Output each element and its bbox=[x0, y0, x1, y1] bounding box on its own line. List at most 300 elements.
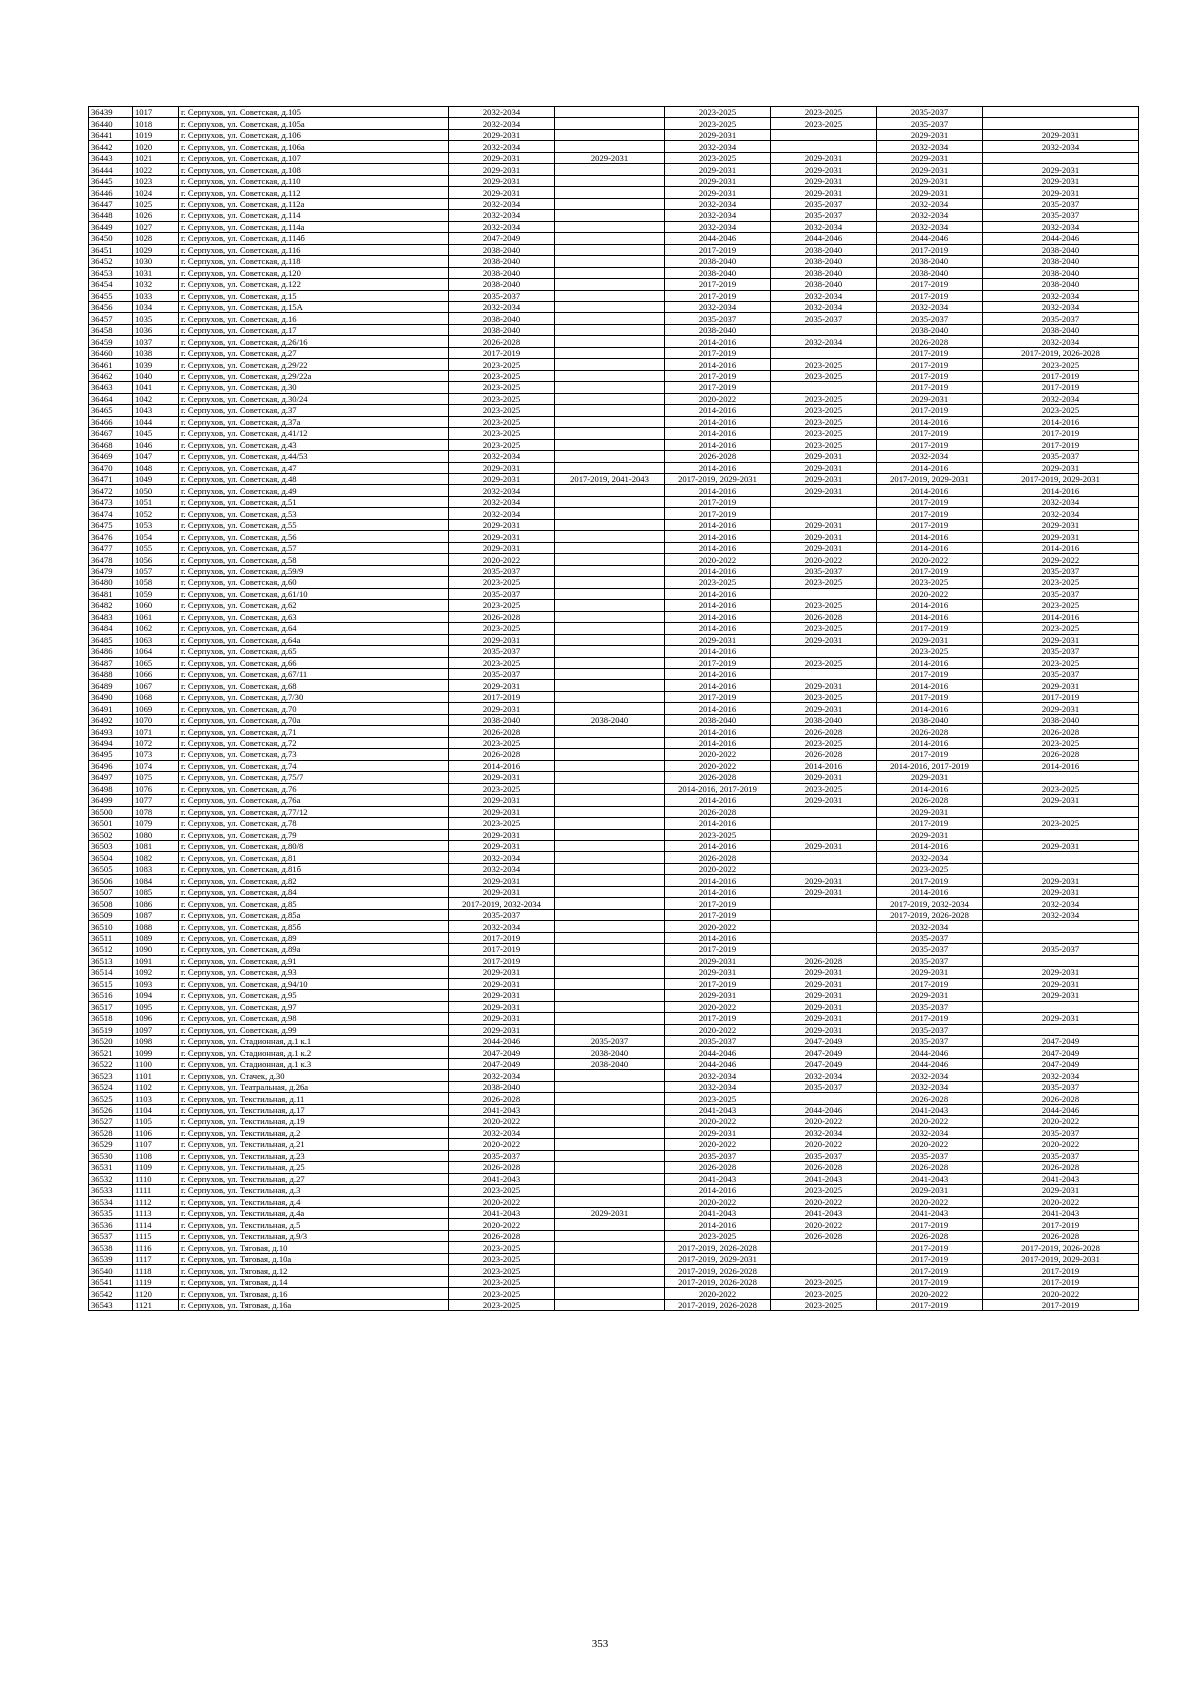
cell-record-id: 36454 bbox=[89, 279, 133, 290]
cell-address: г. Серпухов, ул. Советская, д.26/16 bbox=[179, 336, 449, 347]
cell-period-6: 2023-2025 bbox=[983, 577, 1139, 588]
table-row bbox=[89, 990, 1139, 1001]
cell-address: г. Серпухов, ул. Тяговая, д.10 bbox=[179, 1242, 449, 1253]
cell-period-3: 2038-2040 bbox=[665, 324, 771, 335]
cell-period-4: 2029-2031 bbox=[771, 875, 877, 886]
cell-period-5: 2035-2037 bbox=[877, 932, 983, 943]
cell-address: г. Серпухов, ул. Советская, д.30/24 bbox=[179, 393, 449, 404]
cell-period-6: 2029-2031 bbox=[983, 634, 1139, 645]
cell-period-2 bbox=[555, 462, 665, 473]
table-row bbox=[89, 198, 1139, 209]
cell-period-2 bbox=[555, 772, 665, 783]
cell-row-number: 1078 bbox=[133, 806, 179, 817]
cell-period-2 bbox=[555, 565, 665, 576]
table-row bbox=[89, 221, 1139, 232]
cell-period-5: 2014-2016 bbox=[877, 657, 983, 668]
cell-record-id: 36537 bbox=[89, 1230, 133, 1241]
cell-period-5: 2038-2040 bbox=[877, 714, 983, 725]
cell-period-5: 2023-2025 bbox=[877, 577, 983, 588]
cell-period-5: 2017-2019 bbox=[877, 1242, 983, 1253]
cell-row-number: 1115 bbox=[133, 1230, 179, 1241]
cell-address: г. Серпухов, ул. Советская, д.120 bbox=[179, 267, 449, 278]
cell-period-1: 2026-2028 bbox=[449, 1093, 555, 1104]
cell-row-number: 1042 bbox=[133, 393, 179, 404]
cell-period-5: 2035-2037 bbox=[877, 944, 983, 955]
cell-period-4: 2023-2025 bbox=[771, 1276, 877, 1287]
cell-record-id: 36495 bbox=[89, 749, 133, 760]
cell-record-id: 36462 bbox=[89, 370, 133, 381]
cell-period-3: 2014-2016 bbox=[665, 1219, 771, 1230]
cell-address: г. Серпухов, ул. Советская, д.85б bbox=[179, 921, 449, 932]
register-table-body bbox=[89, 107, 1139, 1311]
cell-period-2 bbox=[555, 829, 665, 840]
cell-row-number: 1033 bbox=[133, 290, 179, 301]
cell-period-4: 2014-2016 bbox=[771, 760, 877, 771]
cell-address: г. Серпухов, ул. Советская, д.112 bbox=[179, 187, 449, 198]
cell-address: г. Серпухов, ул. Советская, д.81б bbox=[179, 863, 449, 874]
cell-period-3: 2020-2022 bbox=[665, 1196, 771, 1207]
cell-record-id: 36452 bbox=[89, 256, 133, 267]
cell-period-5: 2017-2019 bbox=[877, 1013, 983, 1024]
cell-period-5: 2038-2040 bbox=[877, 256, 983, 267]
cell-period-2 bbox=[555, 416, 665, 427]
cell-address: г. Серпухов, ул. Советская, д.89а bbox=[179, 944, 449, 955]
cell-record-id: 36533 bbox=[89, 1185, 133, 1196]
cell-address: г. Серпухов, ул. Советская, д.118 bbox=[179, 256, 449, 267]
cell-address: г. Серпухов, ул. Стадионная, д.1 к.2 bbox=[179, 1047, 449, 1058]
cell-address: г. Серпухов, ул. Советская, д.73 bbox=[179, 749, 449, 760]
cell-period-5: 2017-2019 bbox=[877, 1253, 983, 1264]
cell-period-2 bbox=[555, 955, 665, 966]
cell-row-number: 1050 bbox=[133, 485, 179, 496]
cell-row-number: 1061 bbox=[133, 611, 179, 622]
cell-period-6: 2017-2019, 2029-2031 bbox=[983, 474, 1139, 485]
cell-period-1: 2023-2025 bbox=[449, 416, 555, 427]
cell-period-2 bbox=[555, 324, 665, 335]
cell-period-1: 2023-2025 bbox=[449, 1185, 555, 1196]
cell-period-1: 2038-2040 bbox=[449, 279, 555, 290]
cell-period-6: 2029-2031 bbox=[983, 841, 1139, 852]
cell-period-4: 2029-2031 bbox=[771, 795, 877, 806]
cell-address: г. Серпухов, ул. Стадионная, д.1 к.1 bbox=[179, 1035, 449, 1046]
cell-period-6: 2038-2040 bbox=[983, 267, 1139, 278]
cell-record-id: 36439 bbox=[89, 107, 133, 118]
cell-period-4: 2047-2049 bbox=[771, 1058, 877, 1069]
cell-record-id: 36490 bbox=[89, 691, 133, 702]
cell-period-6: 2035-2037 bbox=[983, 646, 1139, 657]
cell-period-2 bbox=[555, 760, 665, 771]
cell-address: г. Серпухов, ул. Советская, д.76а bbox=[179, 795, 449, 806]
cell-address: г. Серпухов, ул. Стадионная, д.1 к.3 bbox=[179, 1058, 449, 1069]
cell-record-id: 36520 bbox=[89, 1035, 133, 1046]
cell-period-4: 2023-2025 bbox=[771, 393, 877, 404]
cell-period-4: 2035-2037 bbox=[771, 1150, 877, 1161]
cell-period-6: 2023-2025 bbox=[983, 783, 1139, 794]
table-row bbox=[89, 932, 1139, 943]
cell-record-id: 36492 bbox=[89, 714, 133, 725]
cell-period-6: 2041-2043 bbox=[983, 1208, 1139, 1219]
cell-period-5: 2017-2019 bbox=[877, 565, 983, 576]
cell-address: г. Серпухов, ул. Советская, д.16 bbox=[179, 313, 449, 324]
cell-period-2 bbox=[555, 1070, 665, 1081]
table-row bbox=[89, 359, 1139, 370]
cell-period-4: 2029-2031 bbox=[771, 164, 877, 175]
cell-period-1: 2035-2037 bbox=[449, 909, 555, 920]
cell-period-3: 2020-2022 bbox=[665, 749, 771, 760]
cell-record-id: 36521 bbox=[89, 1047, 133, 1058]
cell-row-number: 1080 bbox=[133, 829, 179, 840]
cell-period-3: 2023-2025 bbox=[665, 829, 771, 840]
cell-period-3: 2014-2016 bbox=[665, 588, 771, 599]
cell-period-2 bbox=[555, 795, 665, 806]
cell-period-1: 2035-2037 bbox=[449, 565, 555, 576]
cell-row-number: 1062 bbox=[133, 623, 179, 634]
cell-record-id: 36524 bbox=[89, 1081, 133, 1092]
cell-record-id: 36515 bbox=[89, 978, 133, 989]
cell-row-number: 1037 bbox=[133, 336, 179, 347]
cell-period-2 bbox=[555, 863, 665, 874]
cell-period-1: 2023-2025 bbox=[449, 382, 555, 393]
cell-period-1: 2023-2025 bbox=[449, 370, 555, 381]
cell-period-3: 2020-2022 bbox=[665, 760, 771, 771]
cell-period-3: 2032-2034 bbox=[665, 1070, 771, 1081]
cell-period-1: 2032-2034 bbox=[449, 198, 555, 209]
cell-row-number: 1102 bbox=[133, 1081, 179, 1092]
cell-period-6: 2029-2031 bbox=[983, 1185, 1139, 1196]
cell-period-5: 2032-2034 bbox=[877, 1070, 983, 1081]
cell-period-2 bbox=[555, 141, 665, 152]
cell-period-2 bbox=[555, 932, 665, 943]
cell-period-1: 2032-2034 bbox=[449, 921, 555, 932]
cell-period-1: 2029-2031 bbox=[449, 875, 555, 886]
cell-period-6 bbox=[983, 152, 1139, 163]
cell-record-id: 36504 bbox=[89, 852, 133, 863]
cell-period-5: 2032-2034 bbox=[877, 210, 983, 221]
cell-period-2 bbox=[555, 611, 665, 622]
cell-address: г. Серпухов, ул. Советская, д.80/8 bbox=[179, 841, 449, 852]
cell-period-6: 2038-2040 bbox=[983, 279, 1139, 290]
cell-record-id: 36445 bbox=[89, 175, 133, 186]
cell-period-5: 2029-2031 bbox=[877, 164, 983, 175]
cell-address: г. Серпухов, ул. Текстильная, д.3 bbox=[179, 1185, 449, 1196]
cell-period-6: 2026-2028 bbox=[983, 726, 1139, 737]
cell-period-4: 2023-2025 bbox=[771, 118, 877, 129]
cell-record-id: 36512 bbox=[89, 944, 133, 955]
table-row bbox=[89, 416, 1139, 427]
cell-row-number: 1041 bbox=[133, 382, 179, 393]
cell-record-id: 36440 bbox=[89, 118, 133, 129]
cell-period-5: 2017-2019 bbox=[877, 496, 983, 507]
cell-period-6: 2029-2031 bbox=[983, 990, 1139, 1001]
cell-record-id: 36539 bbox=[89, 1253, 133, 1264]
cell-period-1: 2026-2028 bbox=[449, 749, 555, 760]
cell-address: г. Серпухов, ул. Советская, д.29/22 bbox=[179, 359, 449, 370]
cell-address: г. Серпухов, ул. Советская, д.66 bbox=[179, 657, 449, 668]
cell-period-4: 2020-2022 bbox=[771, 1219, 877, 1230]
cell-row-number: 1100 bbox=[133, 1058, 179, 1069]
table-row bbox=[89, 749, 1139, 760]
cell-address: г. Серпухов, ул. Советская, д.15 bbox=[179, 290, 449, 301]
cell-period-2 bbox=[555, 921, 665, 932]
cell-period-1: 2023-2025 bbox=[449, 1299, 555, 1310]
cell-record-id: 36496 bbox=[89, 760, 133, 771]
cell-period-6: 2020-2022 bbox=[983, 1196, 1139, 1207]
cell-row-number: 1087 bbox=[133, 909, 179, 920]
table-row bbox=[89, 1265, 1139, 1276]
cell-record-id: 36531 bbox=[89, 1162, 133, 1173]
cell-record-id: 36526 bbox=[89, 1104, 133, 1115]
cell-period-6: 2032-2034 bbox=[983, 141, 1139, 152]
cell-period-5: 2014-2016 bbox=[877, 886, 983, 897]
cell-period-6: 2038-2040 bbox=[983, 256, 1139, 267]
cell-period-5: 2032-2034 bbox=[877, 921, 983, 932]
cell-record-id: 36500 bbox=[89, 806, 133, 817]
cell-record-id: 36456 bbox=[89, 301, 133, 312]
cell-address: г. Серпухов, ул. Советская, д.58 bbox=[179, 554, 449, 565]
cell-row-number: 1089 bbox=[133, 932, 179, 943]
cell-period-3: 2029-2031 bbox=[665, 967, 771, 978]
cell-period-3: 2017-2019, 2026-2028 bbox=[665, 1299, 771, 1310]
table-row bbox=[89, 1024, 1139, 1035]
table-row bbox=[89, 313, 1139, 324]
cell-period-5: 2035-2037 bbox=[877, 1001, 983, 1012]
cell-period-5: 2029-2031 bbox=[877, 990, 983, 1001]
cell-row-number: 1031 bbox=[133, 267, 179, 278]
cell-row-number: 1066 bbox=[133, 668, 179, 679]
table-row bbox=[89, 405, 1139, 416]
cell-record-id: 36510 bbox=[89, 921, 133, 932]
cell-record-id: 36498 bbox=[89, 783, 133, 794]
cell-period-3: 2020-2022 bbox=[665, 1288, 771, 1299]
cell-row-number: 1046 bbox=[133, 439, 179, 450]
cell-period-3: 2017-2019 bbox=[665, 370, 771, 381]
cell-address: г. Серпухов, ул. Советская, д.112а bbox=[179, 198, 449, 209]
cell-period-1: 2047-2049 bbox=[449, 1058, 555, 1069]
cell-period-1: 2026-2028 bbox=[449, 726, 555, 737]
cell-period-5: 2017-2019, 2032-2034 bbox=[877, 898, 983, 909]
cell-period-2 bbox=[555, 267, 665, 278]
table-row bbox=[89, 1162, 1139, 1173]
cell-period-1: 2023-2025 bbox=[449, 818, 555, 829]
cell-period-2 bbox=[555, 978, 665, 989]
cell-period-5: 2017-2019 bbox=[877, 1276, 983, 1287]
cell-period-2 bbox=[555, 1265, 665, 1276]
table-row bbox=[89, 818, 1139, 829]
cell-record-id: 36467 bbox=[89, 428, 133, 439]
cell-record-id: 36476 bbox=[89, 531, 133, 542]
cell-period-1: 2032-2034 bbox=[449, 1127, 555, 1138]
cell-period-6: 2017-2019 bbox=[983, 428, 1139, 439]
cell-period-4 bbox=[771, 852, 877, 863]
cell-row-number: 1093 bbox=[133, 978, 179, 989]
cell-period-5: 2032-2034 bbox=[877, 1127, 983, 1138]
cell-record-id: 36507 bbox=[89, 886, 133, 897]
cell-period-2 bbox=[555, 428, 665, 439]
cell-period-2 bbox=[555, 221, 665, 232]
cell-record-id: 36447 bbox=[89, 198, 133, 209]
cell-row-number: 1055 bbox=[133, 542, 179, 553]
cell-address: г. Серпухов, ул. Советская, д.70 bbox=[179, 703, 449, 714]
cell-address: г. Серпухов, ул. Советская, д.74 bbox=[179, 760, 449, 771]
cell-record-id: 36499 bbox=[89, 795, 133, 806]
cell-period-2 bbox=[555, 944, 665, 955]
table-row bbox=[89, 1001, 1139, 1012]
cell-period-3: 2017-2019, 2026-2028 bbox=[665, 1276, 771, 1287]
cell-record-id: 36458 bbox=[89, 324, 133, 335]
cell-period-5: 2014-2016 bbox=[877, 611, 983, 622]
cell-address: г. Серпухов, ул. Тяговая, д.10а bbox=[179, 1253, 449, 1264]
cell-period-6: 2029-2031 bbox=[983, 978, 1139, 989]
cell-period-1: 2032-2034 bbox=[449, 863, 555, 874]
cell-period-3: 2014-2016 bbox=[665, 519, 771, 530]
cell-period-4: 2032-2034 bbox=[771, 301, 877, 312]
cell-period-2 bbox=[555, 852, 665, 863]
cell-period-1: 2029-2031 bbox=[449, 152, 555, 163]
cell-address: г. Серпухов, ул. Советская, д.64а bbox=[179, 634, 449, 645]
cell-period-2 bbox=[555, 967, 665, 978]
cell-period-4 bbox=[771, 829, 877, 840]
table-row bbox=[89, 668, 1139, 679]
table-row bbox=[89, 107, 1139, 118]
table-row bbox=[89, 565, 1139, 576]
cell-record-id: 36516 bbox=[89, 990, 133, 1001]
cell-period-3: 2041-2043 bbox=[665, 1104, 771, 1115]
cell-period-6: 2023-2025 bbox=[983, 657, 1139, 668]
table-row bbox=[89, 141, 1139, 152]
cell-period-2 bbox=[555, 1242, 665, 1253]
cell-period-4: 2023-2025 bbox=[771, 1185, 877, 1196]
cell-period-1: 2023-2025 bbox=[449, 657, 555, 668]
cell-row-number: 1029 bbox=[133, 244, 179, 255]
table-row bbox=[89, 634, 1139, 645]
cell-period-4: 2029-2031 bbox=[771, 967, 877, 978]
cell-period-4: 2026-2028 bbox=[771, 1230, 877, 1241]
cell-address: г. Серпухов, ул. Советская, д.114а bbox=[179, 221, 449, 232]
cell-period-4 bbox=[771, 863, 877, 874]
cell-period-2 bbox=[555, 806, 665, 817]
cell-period-3: 2014-2016 bbox=[665, 565, 771, 576]
cell-row-number: 1109 bbox=[133, 1162, 179, 1173]
cell-period-5: 2014-2016 bbox=[877, 737, 983, 748]
cell-period-4 bbox=[771, 932, 877, 943]
cell-record-id: 36448 bbox=[89, 210, 133, 221]
cell-period-3: 2035-2037 bbox=[665, 1150, 771, 1161]
cell-period-3: 2029-2031 bbox=[665, 129, 771, 140]
table-row bbox=[89, 279, 1139, 290]
cell-row-number: 1064 bbox=[133, 646, 179, 657]
cell-period-6: 2023-2025 bbox=[983, 600, 1139, 611]
cell-period-4: 2029-2031 bbox=[771, 990, 877, 1001]
table-row bbox=[89, 301, 1139, 312]
table-row bbox=[89, 1070, 1139, 1081]
cell-period-5: 2035-2037 bbox=[877, 955, 983, 966]
cell-period-4: 2029-2031 bbox=[771, 1013, 877, 1024]
cell-period-3: 2017-2019 bbox=[665, 290, 771, 301]
cell-period-6: 2035-2037 bbox=[983, 588, 1139, 599]
cell-period-1: 2029-2031 bbox=[449, 886, 555, 897]
cell-period-2 bbox=[555, 290, 665, 301]
cell-period-4: 2023-2025 bbox=[771, 370, 877, 381]
cell-period-4: 2023-2025 bbox=[771, 405, 877, 416]
cell-address: г. Серпухов, ул. Советская, д.55 bbox=[179, 519, 449, 530]
cell-period-6: 2032-2034 bbox=[983, 508, 1139, 519]
cell-period-6: 2029-2031 bbox=[983, 967, 1139, 978]
table-row bbox=[89, 542, 1139, 553]
cell-row-number: 1104 bbox=[133, 1104, 179, 1115]
cell-row-number: 1072 bbox=[133, 737, 179, 748]
cell-address: г. Серпухов, ул. Текстильная, д.25 bbox=[179, 1162, 449, 1173]
cell-row-number: 1090 bbox=[133, 944, 179, 955]
cell-period-1: 2038-2040 bbox=[449, 244, 555, 255]
cell-record-id: 36538 bbox=[89, 1242, 133, 1253]
cell-period-3: 2020-2022 bbox=[665, 1139, 771, 1150]
cell-period-6: 2032-2034 bbox=[983, 336, 1139, 347]
cell-address: г. Серпухов, ул. Советская, д.91 bbox=[179, 955, 449, 966]
cell-period-3: 2029-2031 bbox=[665, 634, 771, 645]
cell-period-1: 2038-2040 bbox=[449, 324, 555, 335]
cell-address: г. Серпухов, ул. Советская, д.105а bbox=[179, 118, 449, 129]
table-row bbox=[89, 680, 1139, 691]
cell-address: г. Серпухов, ул. Советская, д.37а bbox=[179, 416, 449, 427]
cell-period-2 bbox=[555, 1104, 665, 1115]
cell-period-6: 2035-2037 bbox=[983, 1081, 1139, 1092]
cell-period-3: 2023-2025 bbox=[665, 577, 771, 588]
cell-period-6: 2020-2022 bbox=[983, 1288, 1139, 1299]
cell-period-6: 2035-2037 bbox=[983, 451, 1139, 462]
cell-address: г. Серпухов, ул. Советская, д.105 bbox=[179, 107, 449, 118]
cell-row-number: 1018 bbox=[133, 118, 179, 129]
cell-record-id: 36471 bbox=[89, 474, 133, 485]
table-row bbox=[89, 175, 1139, 186]
cell-period-5: 2044-2046 bbox=[877, 1047, 983, 1058]
table-row bbox=[89, 898, 1139, 909]
cell-period-3: 2035-2037 bbox=[665, 1035, 771, 1046]
table-row bbox=[89, 256, 1139, 267]
cell-period-1: 2032-2034 bbox=[449, 508, 555, 519]
cell-row-number: 1120 bbox=[133, 1288, 179, 1299]
cell-row-number: 1105 bbox=[133, 1116, 179, 1127]
cell-period-3: 2032-2034 bbox=[665, 301, 771, 312]
cell-period-4: 2029-2031 bbox=[771, 978, 877, 989]
cell-period-5: 2017-2019 bbox=[877, 668, 983, 679]
cell-period-4: 2029-2031 bbox=[771, 519, 877, 530]
cell-period-2 bbox=[555, 164, 665, 175]
cell-period-6: 2029-2031 bbox=[983, 462, 1139, 473]
cell-period-6: 2029-2031 bbox=[983, 531, 1139, 542]
cell-period-1: 2023-2025 bbox=[449, 428, 555, 439]
cell-row-number: 1110 bbox=[133, 1173, 179, 1184]
cell-period-2 bbox=[555, 691, 665, 702]
table-row bbox=[89, 1230, 1139, 1241]
cell-period-2 bbox=[555, 588, 665, 599]
cell-record-id: 36446 bbox=[89, 187, 133, 198]
cell-address: г. Серпухов, ул. Советская, д.89 bbox=[179, 932, 449, 943]
table-row bbox=[89, 806, 1139, 817]
cell-period-6: 2017-2019 bbox=[983, 1265, 1139, 1276]
cell-period-3: 2032-2034 bbox=[665, 198, 771, 209]
table-row bbox=[89, 267, 1139, 278]
table-row bbox=[89, 451, 1139, 462]
cell-address: г. Серпухов, ул. Советская, д.99 bbox=[179, 1024, 449, 1035]
table-row bbox=[89, 760, 1139, 771]
cell-period-5: 2020-2022 bbox=[877, 1139, 983, 1150]
cell-period-1: 2029-2031 bbox=[449, 990, 555, 1001]
cell-period-5: 2026-2028 bbox=[877, 726, 983, 737]
cell-row-number: 1017 bbox=[133, 107, 179, 118]
cell-period-3: 2014-2016 bbox=[665, 875, 771, 886]
cell-period-4 bbox=[771, 1265, 877, 1276]
cell-address: г. Серпухов, ул. Советская, д.27 bbox=[179, 347, 449, 358]
